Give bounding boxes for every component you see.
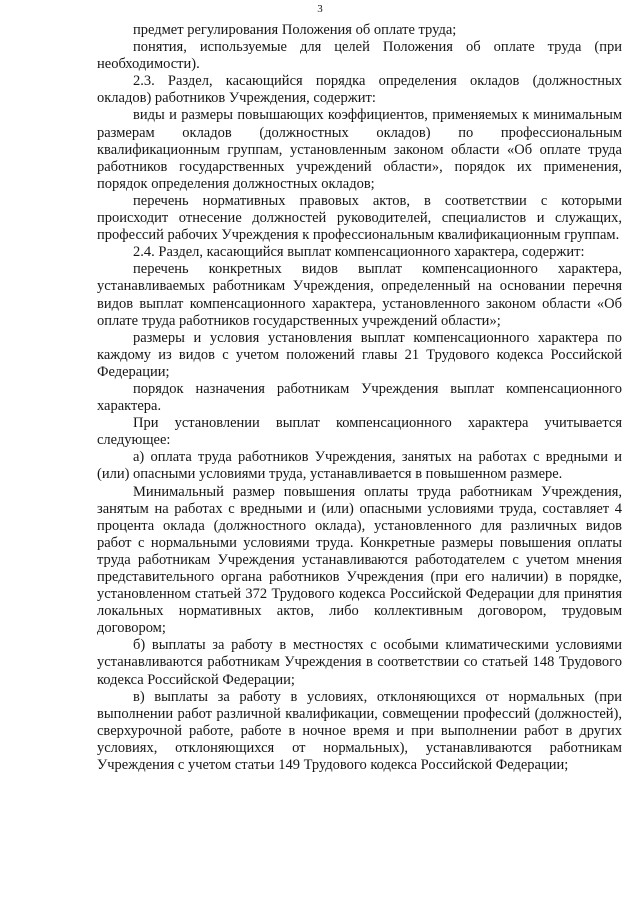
paragraph-section-2-3: 2.3. Раздел, касающийся порядка определения окладов (должностных окладов) работников Учреждения, содержит:: [97, 73, 622, 107]
paragraph-concepts: понятия, используемые для целей Положения об оплате труда (при необходимости).: [97, 39, 622, 73]
paragraph-subject: предмет регулирования Положения об оплате труда;: [133, 22, 457, 38]
paragraph-item-b: б) выплаты за работу в местностях с особыми климатическими условиями устанавливаются работникам Учреждения в соответствии со статьей 148 Трудового кодекса Российской Федерации;: [97, 637, 622, 688]
paragraph-section-2-4: 2.4. Раздел, касающийся выплат компенсационного характера, содержит:: [133, 244, 585, 261]
paragraph-compensation-order: порядок назначения работникам Учреждения выплат компенсационного характера.: [97, 380, 622, 415]
paragraph-item-v: в) выплаты за работу в условиях, отклоняющихся от нормальных (при выполнении работ различной квалификации, совмещении профессий (должностей), сверхурочной работе, работе в ночное время и при выполнении работ в других условиях, отклоняющихся от нормальных), устанавливаются работникам Учреждения с учетом статьи 149 Трудового кодекса Российской Федерации;: [97, 688, 622, 774]
paragraph-considerations: При установлении выплат компенсационного характера учитывается следующее:: [97, 415, 622, 449]
paragraph-item-a: а) оплата труда работников Учреждения, занятых на работах с вредными и (или) опасными условиями труда, устанавливается в повышенном размере.: [97, 449, 622, 483]
paragraph-minimum-increase: Минимальный размер повышения оплаты труда работникам Учреждения, занятым на работах с вредными и (или) опасными условиями труда, составляет 4 процента оклада (должностного оклада), установленного для различных видов работ с нормальными условиями труда. Конкретные размеры повышения оплаты труда работникам Учреждения устанавливаются работодателем с учетом мнения представительного органа работников Учреждения (при его наличии) в порядке, установленном статьей 372 Трудового кодекса Российской Федерации для принятия локальных нормативных актов, либо коллективным договором, трудовым договором;: [97, 483, 622, 637]
paragraph-coefficients: виды и размеры повышающих коэффициентов, применяемых к минимальным размерам окладов (должностных окладов) по профессиональным квалификационным группам, установленным законом области «Об оплате труда работников государственных учреждений области», порядок их применения, порядок определения должностных окладов;: [97, 107, 622, 192]
paragraph-compensation-sizes: размеры и условия установления выплат компенсационного характера по каждому из видов с учетом положений главы 21 Трудового кодекса Российской Федерации;: [97, 329, 622, 380]
page-number: 3: [317, 3, 323, 15]
paragraph-compensation-list: перечень конкретных видов выплат компенсационного характера, устанавливаемых работникам Учреждения, определенный на основании перечня видов выплат компенсационного характера, установленного законом области «Об оплате труда работников государственных учреждений области»;: [97, 261, 622, 329]
document-body: [97, 22, 622, 774]
paragraph-legal-acts: перечень нормативных правовых актов, в соответствии с которыми происходит отнесение должностей руководителей, специалистов и служащих, профессий рабочих Учреждения к профессиональным квалификационным группам.: [97, 192, 622, 244]
